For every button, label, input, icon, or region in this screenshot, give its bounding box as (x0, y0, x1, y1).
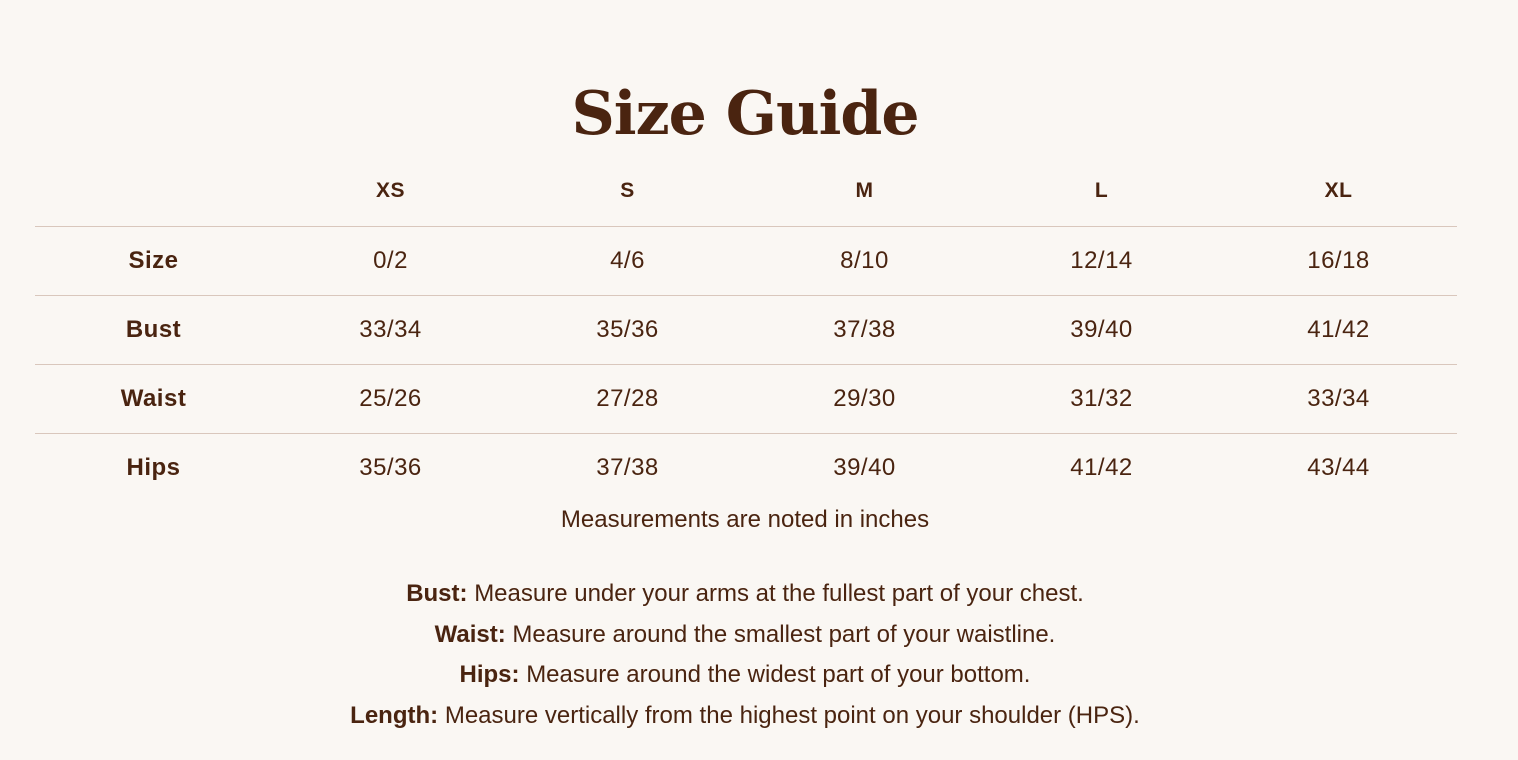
page-title: Size Guide (571, 79, 919, 150)
table-cell: 41/42 (1220, 296, 1457, 365)
measuring-instructions (0, 574, 1490, 737)
measurement-units-note: Measurements are noted in inches (560, 506, 930, 533)
instruction-term: Length: (350, 702, 439, 730)
table-cell: 0/2 (272, 227, 509, 296)
instruction-bust (0, 574, 1490, 615)
table-cell: 35/36 (509, 296, 746, 365)
table-row (35, 296, 1457, 365)
table-cell: 31/32 (983, 365, 1220, 434)
table-header-row (35, 156, 1457, 227)
instruction-term: Bust: (406, 580, 468, 607)
table-row (35, 434, 1457, 503)
row-label-size: Size (35, 227, 272, 296)
table-cell: 29/30 (746, 365, 983, 434)
table-cell: 27/28 (509, 365, 746, 434)
instruction-term: Hips: (459, 661, 520, 689)
column-header-xl: XL (1324, 179, 1353, 202)
table-cell: 33/34 (1220, 365, 1457, 434)
table-cell: 41/42 (983, 434, 1220, 503)
instruction-text: Measure under your arms at the fullest part of your chest. (474, 580, 1084, 607)
table-cell: 37/38 (509, 434, 746, 503)
row-label-waist: Waist (35, 365, 272, 434)
row-label-hips: Hips (35, 434, 272, 503)
table-cell: 35/36 (272, 434, 509, 503)
instruction-term: Waist: (434, 620, 506, 648)
instruction-text: Measure vertically from the highest point on your shoulder (HPS). (444, 702, 1140, 730)
row-label-bust: Bust (35, 296, 272, 365)
table-cell: 4/6 (509, 227, 746, 296)
header-corner-cell (35, 156, 272, 227)
column-header-m: M (855, 179, 874, 202)
table-cell: 39/40 (746, 434, 983, 503)
column-header-xs: XS (375, 179, 405, 202)
table-cell: 12/14 (983, 227, 1220, 296)
table-cell: 33/34 (272, 296, 509, 365)
instruction-text: Measure around the widest part of your bottom. (526, 661, 1031, 689)
table-row (35, 227, 1457, 296)
column-header-s: S (620, 179, 635, 202)
table-cell: 16/18 (1220, 227, 1457, 296)
size-chart-table (35, 156, 1457, 503)
table-cell: 25/26 (272, 365, 509, 434)
table-cell: 39/40 (983, 296, 1220, 365)
column-header-l: L (1094, 179, 1109, 202)
instruction-hips (0, 655, 1490, 696)
instruction-length (0, 696, 1490, 737)
table-cell: 43/44 (1220, 434, 1457, 503)
instruction-text: Measure around the smallest part of your waistline. (512, 620, 1056, 648)
table-cell: 8/10 (746, 227, 983, 296)
instruction-waist (0, 615, 1490, 656)
table-cell: 37/38 (746, 296, 983, 365)
table-row (35, 365, 1457, 434)
